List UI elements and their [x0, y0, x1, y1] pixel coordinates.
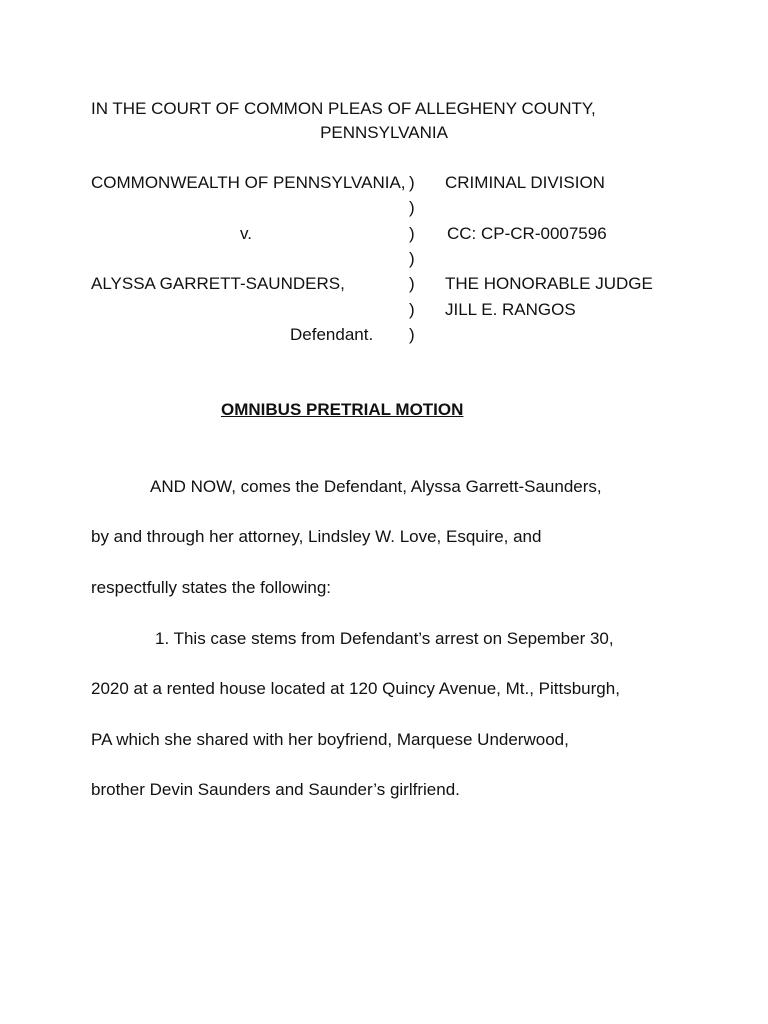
defendant-label: Defendant. [290, 325, 374, 344]
caption-divider-paren: ) [409, 224, 415, 243]
body-line: by and through her attorney, Lindsley W. Love, Esquire, and [91, 527, 542, 546]
caption-divider-paren: ) [409, 300, 415, 319]
defendant-name: ALYSSA GARRETT-SAUNDERS, [91, 274, 345, 293]
court-heading-line1: IN THE COURT OF COMMON PLEAS OF ALLEGHENY COUNTY, [91, 99, 596, 118]
caption-divider-paren: ) [409, 198, 415, 217]
body-line: AND NOW, comes the Defendant, Alyssa Garrett-Saunders, [150, 477, 602, 496]
division-label: CRIMINAL DIVISION [445, 173, 605, 192]
caption-divider-paren: ) [409, 249, 415, 268]
document-title: OMNIBUS PRETRIAL MOTION [221, 400, 464, 419]
court-heading-line2: PENNSYLVANIA [320, 123, 448, 142]
plaintiff-name: COMMONWEALTH OF PENNSYLVANIA, [91, 173, 406, 192]
caption-divider-paren: ) [409, 173, 415, 192]
judge-name: JILL E. RANGOS [445, 300, 576, 319]
body-line: 1. This case stems from Defendant’s arrest on Sepember 30, [155, 629, 614, 648]
body-line: brother Devin Saunders and Saunder’s girlfriend. [91, 780, 460, 799]
caption-divider-paren: ) [409, 325, 415, 344]
caption-divider-paren: ) [409, 274, 415, 293]
versus-label: v. [240, 224, 252, 243]
judge-title: THE HONORABLE JUDGE [445, 274, 653, 293]
body-line: PA which she shared with her boyfriend, Marquese Underwood, [91, 730, 569, 749]
body-line: respectfully states the following: [91, 578, 332, 597]
case-number: CC: CP-CR-0007596 [447, 224, 607, 243]
body-line: 2020 at a rented house located at 120 Quincy Avenue, Mt., Pittsburgh, [91, 679, 620, 698]
